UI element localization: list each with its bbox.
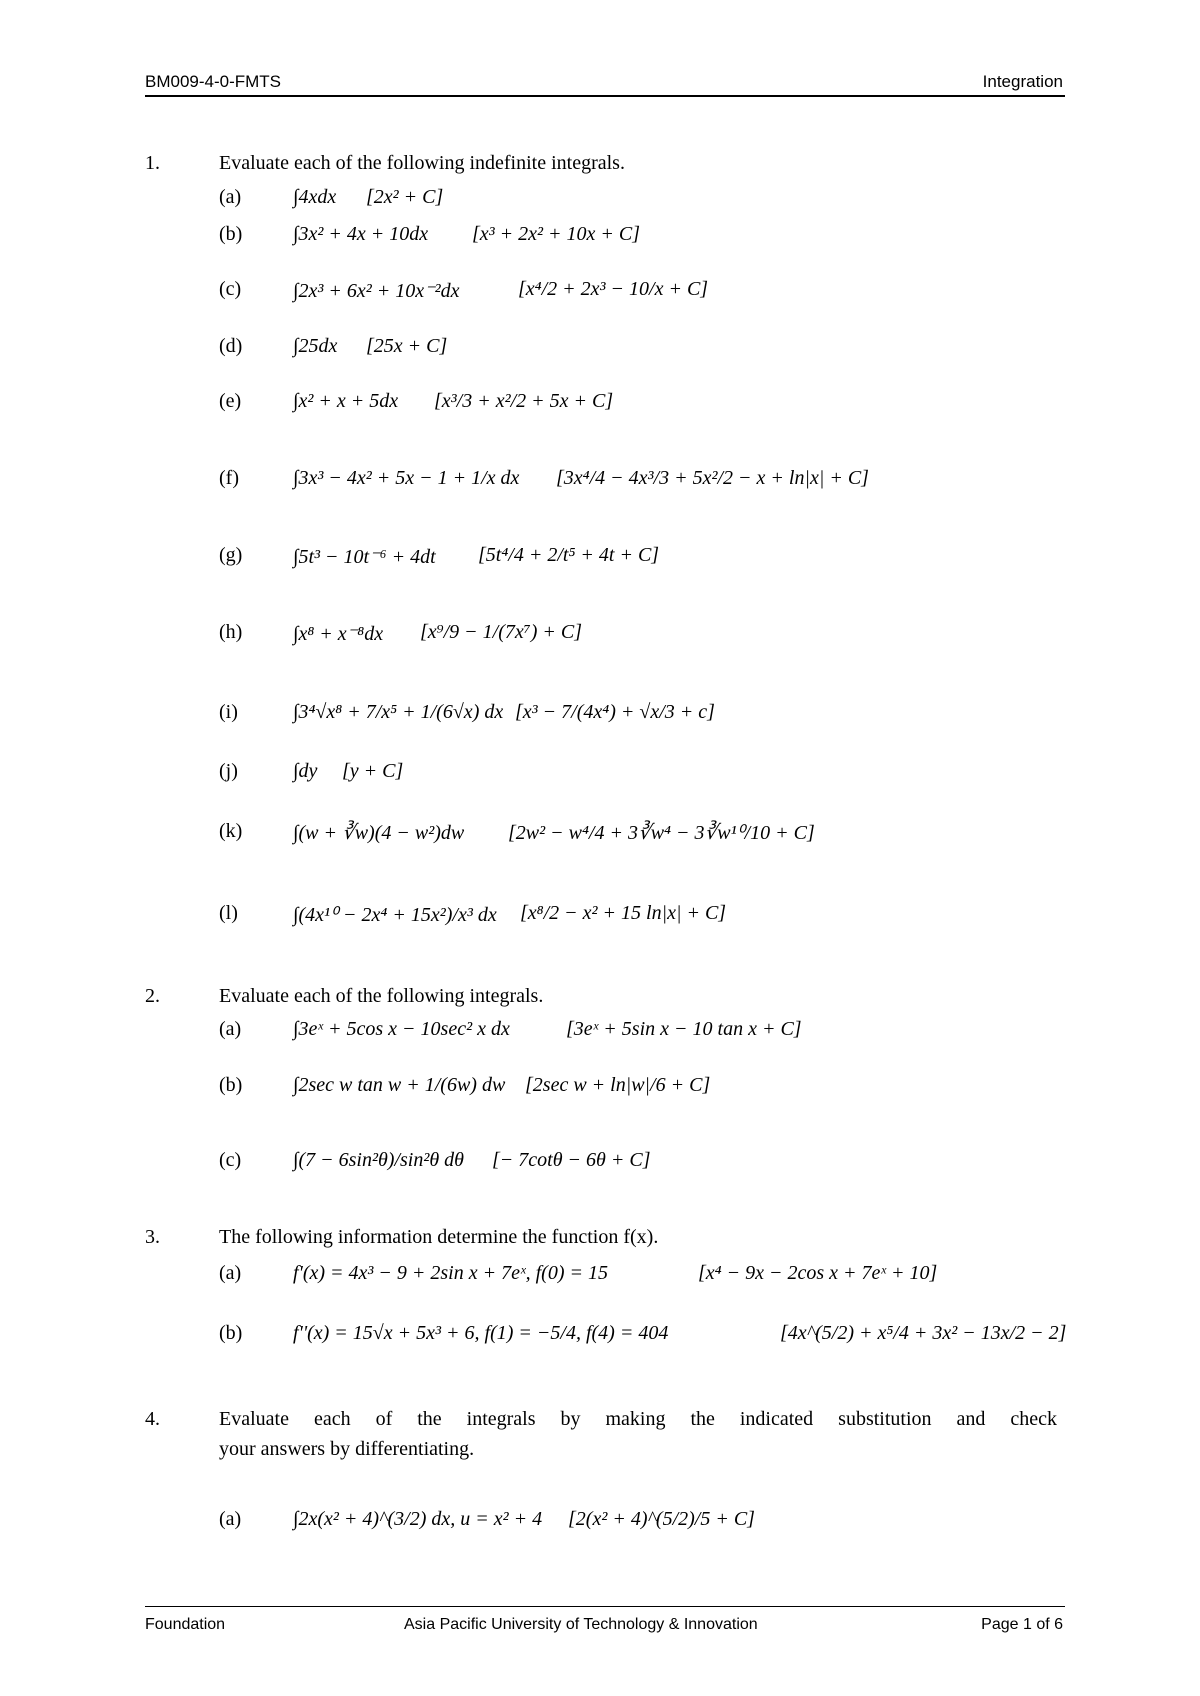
question-3-number: 3. <box>145 1226 160 1248</box>
q3-part-a-answer: [x⁴ − 9x − 2cos x + 7eˣ + 10] <box>698 1262 938 1284</box>
q1-part-a-integral: ∫4xdx <box>293 186 337 208</box>
q4-part-a-answer: [2(x² + 4)^(5/2)/5 + C] <box>568 1508 755 1530</box>
q1-part-e-answer: [x³/3 + x²/2 + 5x + C] <box>434 390 614 412</box>
q1-part-i-answer: [x³ − 7/(4x⁴) + √x/3 + c] <box>515 701 715 723</box>
q1-part-i-label: (i) <box>219 701 238 723</box>
question-4-number: 4. <box>145 1408 160 1430</box>
q2-part-c-answer: [− 7cotθ − 6θ + C] <box>492 1149 651 1171</box>
q1-part-h-integral: ∫x⁸ + x⁻⁸dx <box>293 623 384 645</box>
footer-level: Foundation <box>145 1616 226 1633</box>
question-2-number: 2. <box>145 985 160 1007</box>
q1-part-b-integral: ∫3x² + 4x + 10dx <box>293 223 429 245</box>
q1-part-d-integral: ∫25dx <box>293 335 338 357</box>
footer-page-number: Page 1 of 6 <box>981 1616 1063 1633</box>
q3-part-a-condition: f'(x) = 4x³ − 9 + 2sin x + 7eˣ, f(0) = 15 <box>293 1262 608 1284</box>
q1-part-e-label: (e) <box>219 390 242 412</box>
question-1-number: 1. <box>145 152 160 174</box>
q2-part-a-answer: [3eˣ + 5sin x − 10 tan x + C] <box>566 1018 802 1040</box>
q2-part-b-answer: [2sec w + ln|w|/6 + C] <box>525 1074 711 1096</box>
question-4-text-line1: Evaluate each of the integrals by making the indicated substitution and check <box>219 1408 1057 1430</box>
footer-rule <box>145 1606 1065 1607</box>
header-rule <box>145 95 1065 97</box>
q1-part-h-answer: [x⁹/9 − 1/(7x⁷) + C] <box>420 621 582 643</box>
q1-part-i-integral: ∫3⁴√x⁸ + 7/x⁵ + 1/(6√x) dx <box>293 701 504 723</box>
q1-part-k-label: (k) <box>219 820 243 842</box>
q2-part-a-label: (a) <box>219 1018 242 1040</box>
question-4-text-line2: your answers by differentiating. <box>219 1438 475 1460</box>
q1-part-c-label: (c) <box>219 278 242 300</box>
q4-part-a-label: (a) <box>219 1508 242 1530</box>
q1-part-l-integral: ∫(4x¹⁰ − 2x⁴ + 15x²)/x³ dx <box>293 904 497 926</box>
q1-part-e-integral: ∫x² + x + 5dx <box>293 390 399 412</box>
header-course-code: BM009-4-0-FMTS <box>145 72 282 91</box>
q1-part-a-answer: [2x² + C] <box>366 186 444 208</box>
q1-part-l-label: (l) <box>219 902 238 924</box>
header-topic: Integration <box>982 72 1063 91</box>
q1-part-k-integral: ∫(w + ∛w)(4 − w²)dw <box>293 822 465 844</box>
q1-part-f-integral: ∫3x³ − 4x² + 5x − 1 + 1/x dx <box>293 467 520 489</box>
q4-part-a-integral: ∫2x(x² + 4)^(3/2) dx, u = x² + 4 <box>293 1508 543 1530</box>
footer-institution: Asia Pacific University of Technology & Innovation <box>404 1616 758 1633</box>
question-2-text: Evaluate each of the following integrals. <box>219 985 544 1007</box>
q3-part-b-condition: f''(x) = 15√x + 5x³ + 6, f(1) = −5/4, f(4) = 404 <box>293 1322 669 1344</box>
q1-part-j-integral: ∫dy <box>293 760 318 782</box>
q1-part-f-label: (f) <box>219 467 239 489</box>
q1-part-l-answer: [x⁸/2 − x² + 15 ln|x| + C] <box>520 902 727 924</box>
q1-part-g-integral: ∫5t³ − 10t⁻⁶ + 4dt <box>293 546 436 568</box>
q2-part-b-label: (b) <box>219 1074 243 1096</box>
q2-part-a-integral: ∫3eˣ + 5cos x − 10sec² x dx <box>293 1018 510 1040</box>
q1-part-h-label: (h) <box>219 621 243 643</box>
q1-part-g-answer: [5t⁴/4 + 2/t⁵ + 4t + C] <box>478 544 660 566</box>
q3-part-a-label: (a) <box>219 1262 242 1284</box>
q1-part-f-answer: [3x⁴/4 − 4x³/3 + 5x²/2 − x + ln|x| + C] <box>556 467 869 489</box>
q1-part-k-answer: [2w² − w⁴/4 + 3∛w⁴ − 3∛w¹⁰/10 + C] <box>508 822 815 844</box>
question-3-text: The following information determine the function f(x). <box>219 1226 659 1248</box>
q1-part-j-label: (j) <box>219 760 238 782</box>
q1-part-d-label: (d) <box>219 335 243 357</box>
q1-part-c-answer: [x⁴/2 + 2x³ − 10/x + C] <box>518 278 709 300</box>
q1-part-b-label: (b) <box>219 223 243 245</box>
q1-part-j-answer: [y + C] <box>342 760 404 782</box>
q1-part-c-integral: ∫2x³ + 6x² + 10x⁻²dx <box>293 280 460 302</box>
q1-part-a-label: (a) <box>219 186 242 208</box>
q2-part-b-integral: ∫2sec w tan w + 1/(6w) dw <box>293 1074 506 1096</box>
q1-part-g-label: (g) <box>219 544 243 566</box>
question-1-text: Evaluate each of the following indefinite integrals. <box>219 152 625 174</box>
q1-part-d-answer: [25x + C] <box>366 335 448 357</box>
q2-part-c-integral: ∫(7 − 6sin²θ)/sin²θ dθ <box>293 1149 464 1171</box>
q1-part-b-answer: [x³ + 2x² + 10x + C] <box>472 223 641 245</box>
q2-part-c-label: (c) <box>219 1149 242 1171</box>
q3-part-b-answer: [4x^(5/2) + x⁵/4 + 3x² − 13x/2 − 2] <box>780 1322 1067 1344</box>
q3-part-b-label: (b) <box>219 1322 243 1344</box>
